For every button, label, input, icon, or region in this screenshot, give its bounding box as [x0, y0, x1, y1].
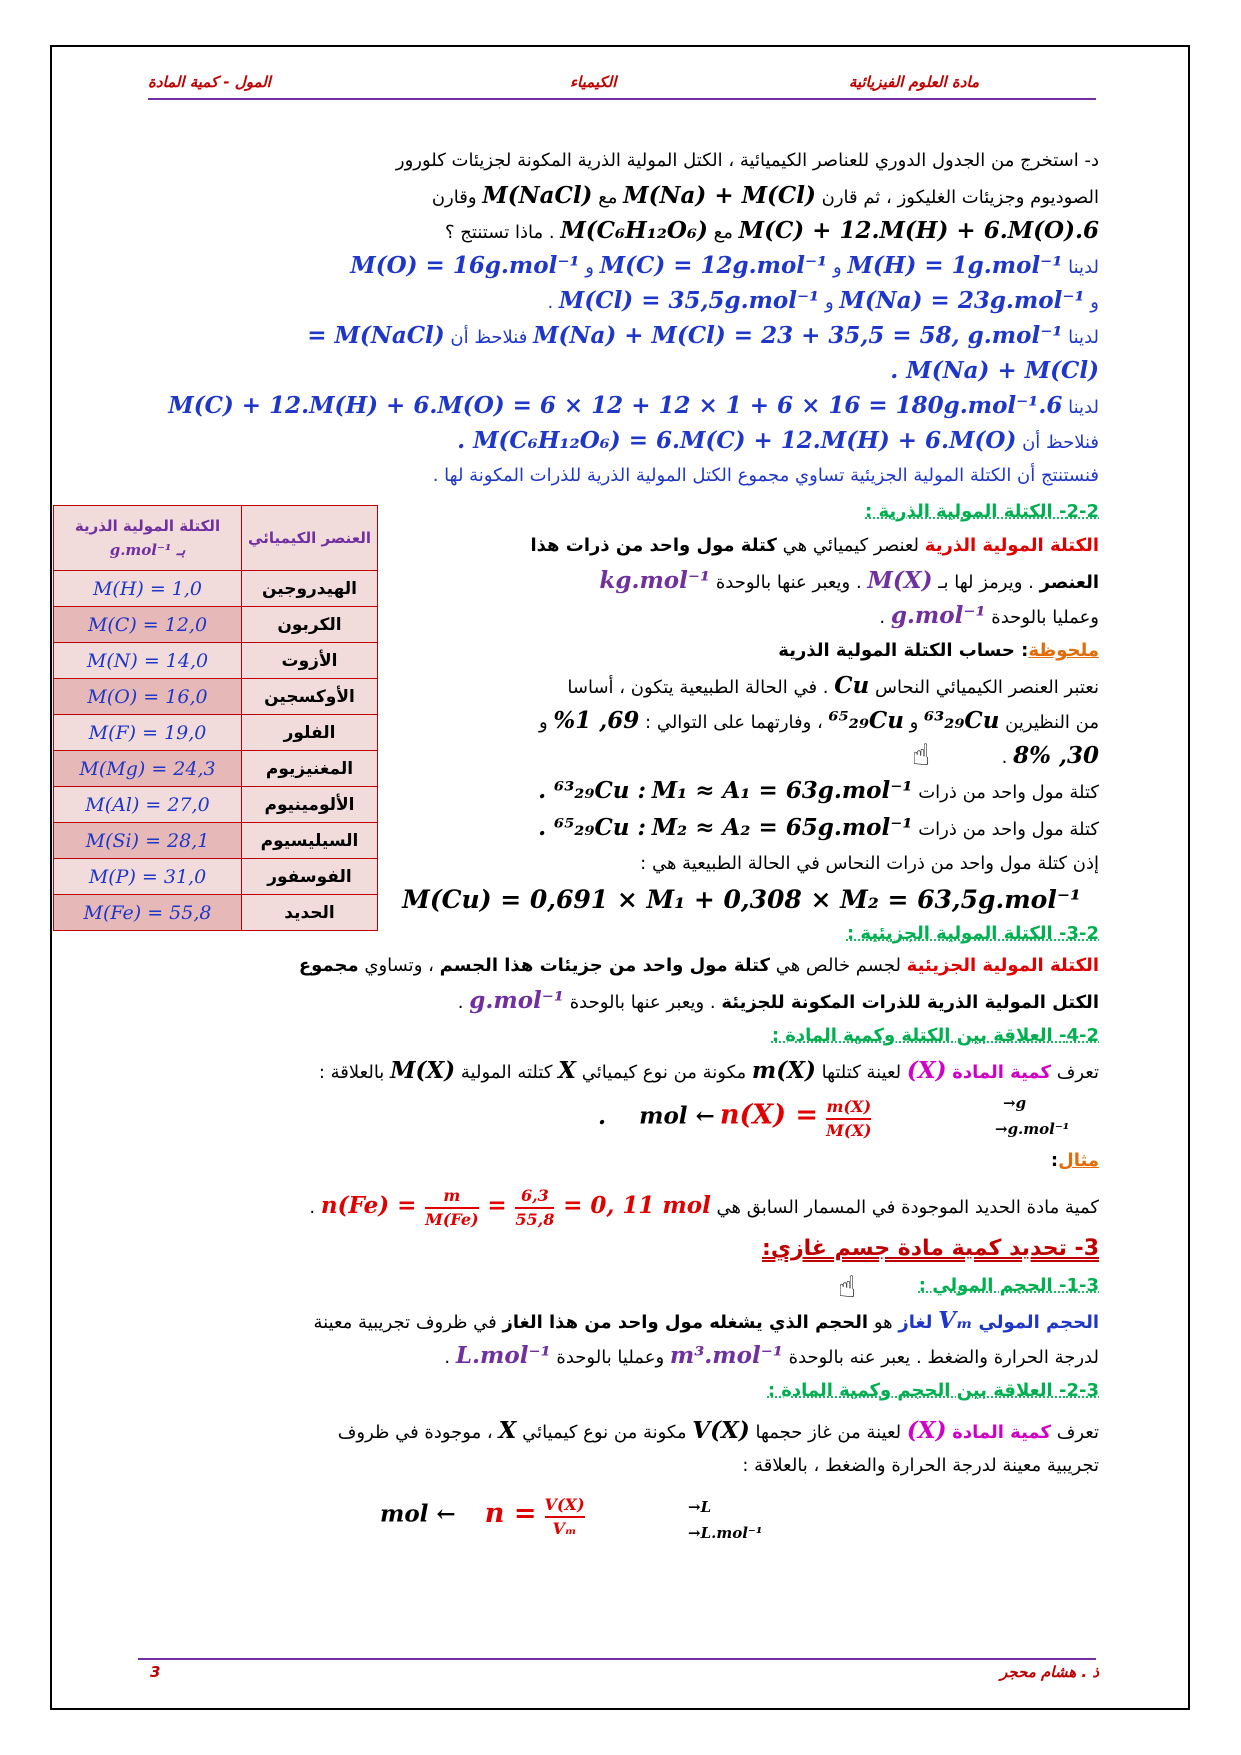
header-subject: مادة العلوم الفيزيائية [848, 73, 979, 91]
table-row [54, 715, 378, 751]
table-row [54, 895, 378, 931]
table-header-row [54, 506, 378, 571]
section-3-1-title: 1-3- الحجم المولي : [918, 1275, 1099, 1296]
section-2-2-title: 2-2- الكتلة المولية الذرية : [865, 501, 1099, 522]
table-cell-mass: M(Mg) = 24,3 [54, 751, 242, 787]
table-cell-element: الفوسفور [242, 859, 378, 895]
table-cell-element: الهيدروجين [242, 571, 378, 607]
col-mass-header: الكتلة المولية الذرية بـ g.mol⁻¹ [54, 506, 242, 571]
s32-line-2: الكتل المولية الذرية للذرات المكونة للجزيئة . ويعبر عنها بالوحدة g.mol⁻¹ . [457, 987, 1099, 1014]
s3-line-1: الحجم المولي Vₘ لغاز هو الحجم الذي يشغله مول واحد من هذا الغاز في ظروف تجريبية معينة [313, 1307, 1099, 1334]
s3-line-3: تعرف كمية المادة (X) لعينة من غاز حجمها V(X) مكونة من نوع كيميائي X ، موجودة في ظروف [337, 1417, 1099, 1444]
s32-line-1: الكتلة المولية الجزيئية لجسم خالص هي كتلة مول واحد من جزيئات هذا الجسم ، وتساوي مجموع [298, 955, 1099, 976]
footer-rule [138, 1658, 1096, 1660]
fraction: $\frac{m}{M(Fe)}$ [425, 1186, 479, 1229]
table-cell-element: الحديد [242, 895, 378, 931]
section-4-2-title: 4-2- العلاقة بين الكتلة وكمية المادة : [771, 1025, 1099, 1046]
s22-line-8: كتلة مول واحد من ذرات ⁶³₂₉Cu : M₁ ≈ A₁ = 63g.mol⁻¹ . [538, 777, 1099, 804]
molar-mass-table [53, 505, 378, 931]
fraction: $\frac{6,3}{55,8}$ [515, 1186, 555, 1229]
s22-line-6: من النظيرين ⁶³₂₉Cu و ⁶⁵₂₉Cu ، وفارتهما على التوالي : 69, 1% و [538, 707, 1099, 734]
d-line-8: لدينا 6.M(C) + 12.M(H) + 6.M(O) = 6 × 12 + 12 × 1 + 6 × 16 = 180g.mol⁻¹ [168, 392, 1099, 419]
s42-line-1: تعرف كمية المادة (X) لعينة كتلتها m(X) مكونة من نوع كيميائي X كتلته المولية M(X) بالعلاقة : [318, 1057, 1099, 1084]
table-cell-mass: M(Fe) = 55,8 [54, 895, 242, 931]
d-line-9: فنلاحظ أن M(C₆H₁₂O₆) = 6.M(C) + 12.M(H) + 6.M(O) . [457, 427, 1099, 454]
col-element-header: العنصر الكيميائي [242, 506, 378, 571]
d-line-5: و M(Na) = 23g.mol⁻¹ و M(Cl) = 35,5g.mol⁻¹ . [547, 287, 1099, 314]
section-3-2-title: 2-3- العلاقة بين الحجم وكمية المادة : [767, 1380, 1099, 1401]
header-rule [148, 98, 1096, 100]
s22-line-1: الكتلة المولية الذرية لعنصر كيميائي هي كتلة مول واحد من ذرات هذا [530, 535, 1099, 556]
page-number: 3 [150, 1663, 161, 1681]
table-cell-element: الأوكسجين [242, 679, 378, 715]
table-row [54, 571, 378, 607]
d-line-2: الصوديوم وجزيئات الغليكوز ، ثم قارن M(Na) + M(Cl) مع M(NaCl) وقارن [431, 182, 1099, 209]
section-3-title: 3- تحديد كمية مادة جسم غازي: [762, 1236, 1099, 1261]
example-line: كمية مادة الحديد الموجودة في المسمار السابق هي n(Fe) = $\frac{m}{M(Fe)}$ = $\frac{6,3}{55,8}$ = 0, 11 mol . [309, 1186, 1099, 1229]
table-row [54, 751, 378, 787]
table-cell-element: الفلور [242, 715, 378, 751]
table-row [54, 679, 378, 715]
table-cell-element: الأزوت [242, 643, 378, 679]
table-cell-mass: M(Si) = 28,1 [54, 823, 242, 859]
table-row [54, 859, 378, 895]
fraction: $\frac{V(X)}{\text{Vₘ}}$ [544, 1495, 585, 1538]
table-row [54, 607, 378, 643]
d-line-3: 6.M(C) + 12.M(H) + 6.M(O) مع M(C₆H₁₂O₆) . ماذا تستنتج ؟ [445, 217, 1099, 244]
s3-line-4: تجريبية معينة لدرجة الحرارة والضغط ، بالعلاقة : [742, 1455, 1099, 1476]
section-3-2-title: 3-2- الكتلة المولية الجزيئية : [846, 923, 1099, 944]
table-row [54, 823, 378, 859]
note-line: ملحوظة: حساب الكتلة المولية الذرية [778, 640, 1099, 661]
table-cell-mass: M(O) = 16,0 [54, 679, 242, 715]
d-line-6: لدينا M(Na) + M(Cl) = 23 + 35,5 = 58, g.mol⁻¹ فنلاحظ أن M(NaCl) = [307, 322, 1099, 349]
table-cell-mass: M(F) = 19,0 [54, 715, 242, 751]
s22-line-9: كتلة مول واحد من ذرات ⁶⁵₂₉Cu : M₂ ≈ A₂ = 65g.mol⁻¹ . [538, 814, 1099, 841]
table-cell-mass: M(C) = 12,0 [54, 607, 242, 643]
s22-line-3: وعمليا بالوحدة g.mol⁻¹ . [879, 602, 1099, 629]
s3-line-2: لدرجة الحرارة والضغط . يعبر عنه بالوحدة m³.mol⁻¹ وعمليا بالوحدة L.mol⁻¹ . [444, 1342, 1099, 1369]
table-cell-element: الكربون [242, 607, 378, 643]
formula-n-volume: mol ← n = $\frac{V(X)}{\text{Vₘ}}$ [380, 1495, 585, 1538]
table-row [54, 643, 378, 679]
s22-line-10: إذن كتلة مول واحد من ذرات النحاس في الحالة الطبيعية هي : [640, 853, 1099, 874]
table-cell-element: السيليسيوم [242, 823, 378, 859]
table-cell-element: الألومينيوم [242, 787, 378, 823]
example-label-line: مثال: [1050, 1150, 1099, 1171]
s22-line-11: M(Cu) = 0,691 × M₁ + 0,308 × M₂ = 63,5g.mol⁻¹ [402, 885, 1081, 914]
pointer-hand-icon: ☝ [838, 1270, 857, 1305]
s22-line-5: نعتبر العنصر الكيميائي النحاس Cu . في الحالة الطبيعية يتكون ، أساسا [567, 672, 1099, 699]
formula-n-mass: . mol ← n(X) = $\frac{m(X)}{M(X)}$ [598, 1097, 872, 1140]
d-line-10: فنستنتج أن الكتلة المولية الجزيئية تساوي مجموع الكتل المولية الذرية للذرات المكونة لها . [432, 465, 1099, 486]
d-line-1: د- استخرج من الجدول الدوري للعناصر الكيميائية ، الكتل المولية الذرية المكونة لجزيئات كلورور [395, 150, 1099, 171]
d-line-7: M(Na) + M(Cl) . [890, 357, 1099, 384]
d-line-4: لدينا M(H) = 1g.mol⁻¹ و M(C) = 12g.mol⁻¹ و M(O) = 16g.mol⁻¹ [350, 252, 1099, 279]
header-course: الكيمياء [570, 73, 617, 91]
s22-line-7: 30, 8% . [1001, 742, 1099, 769]
pointer-hand-icon: ☝ [912, 738, 931, 773]
table-row [54, 787, 378, 823]
table-cell-element: المغنيزيوم [242, 751, 378, 787]
table-cell-mass: M(P) = 31,0 [54, 859, 242, 895]
fraction: $\frac{m(X)}{M(X)}$ [826, 1097, 872, 1140]
formula-units: →g →g.mol⁻¹ [995, 1094, 1070, 1138]
s22-line-2: العنصر . ويرمز لها بـ M(X) . ويعبر عنها بالوحدة kg.mol⁻¹ [599, 567, 1099, 594]
header-lesson: المول - كمية المادة [148, 73, 271, 91]
table-cell-mass: M(H) = 1,0 [54, 571, 242, 607]
formula-units-volume: →L →L.mol⁻¹ [688, 1498, 763, 1542]
table-cell-mass: M(N) = 14,0 [54, 643, 242, 679]
footer-author: ذ . هشام محجر [1000, 1663, 1099, 1681]
table-cell-mass: M(Al) = 27,0 [54, 787, 242, 823]
